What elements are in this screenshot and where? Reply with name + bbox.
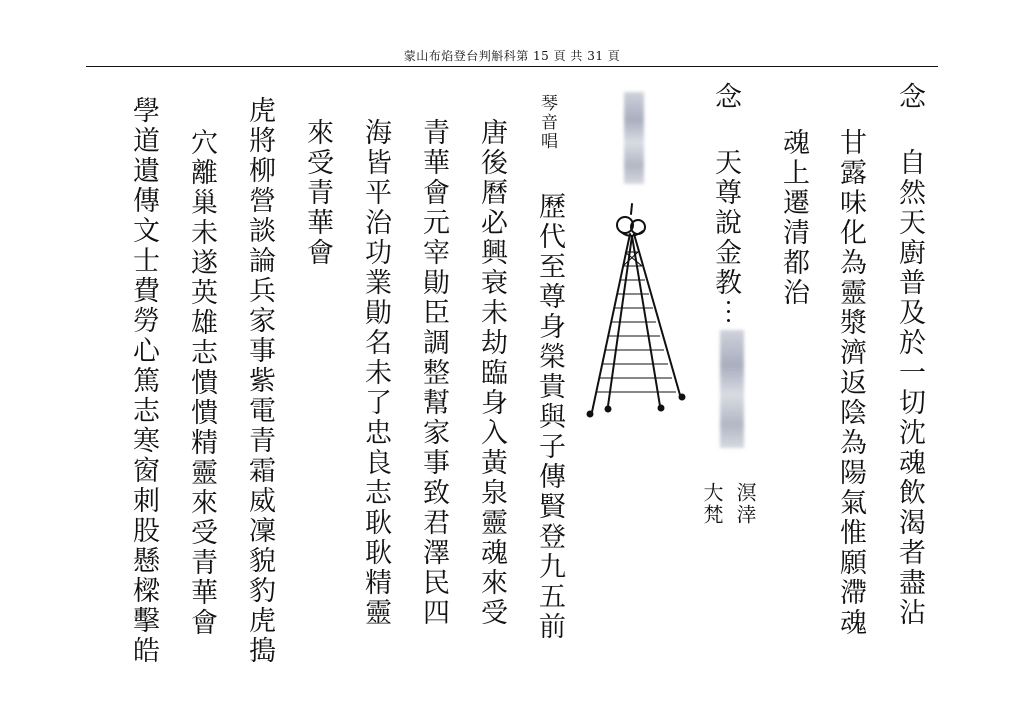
text-column-2: 甘露味化為靈漿濟返陰為陽氣惟願滯魂	[835, 128, 866, 638]
page-header-title: 蒙山布焰登台判斛科第 15 頁 共 31 頁	[403, 49, 621, 63]
text-column-9: 來受青華會	[302, 118, 333, 268]
redacted-mark	[720, 330, 744, 448]
text-column-7: 青華會元宰勛臣調整幫家事致君澤民四	[418, 118, 449, 628]
text-column-11: 穴離巢未遂英雄志憒憒精靈來受青華會	[186, 128, 217, 638]
redacted-mark	[624, 92, 644, 184]
annotation-qinyinchang: 琴音唱	[537, 94, 557, 151]
text-column-nian-1: 念	[894, 82, 925, 112]
text-column-5: 歷代至尊身榮貴與子傳賢登九五前	[534, 192, 565, 642]
text-column-8: 海皆平治功業勛名未了忠良志耿耿精靈	[360, 118, 391, 628]
text-column-10: 虎將柳營談論兵家事紫電青霜威凜貌豹虎搗	[244, 96, 275, 666]
text-column-3: 魂上遷清都治	[778, 128, 809, 308]
text-column-nian-2: 念	[710, 82, 741, 112]
tower-icon	[578, 200, 686, 420]
text-column-12: 學道遺傳文士費勞心篤志寒窗刺股懸樑擊皓	[128, 96, 159, 666]
annotation-dafan: 大梵	[700, 482, 724, 526]
annotation-mingxing: 溟涬	[733, 482, 757, 526]
text-column-6: 唐後曆必興衰未劫臨身入黃泉靈魂來受	[476, 118, 507, 628]
header-divider	[86, 66, 938, 67]
text-column-4: 天尊說金教⋯	[710, 148, 741, 328]
text-column-1: 自然天廚普及於一切沈魂飲渴者盡沾	[894, 148, 925, 628]
